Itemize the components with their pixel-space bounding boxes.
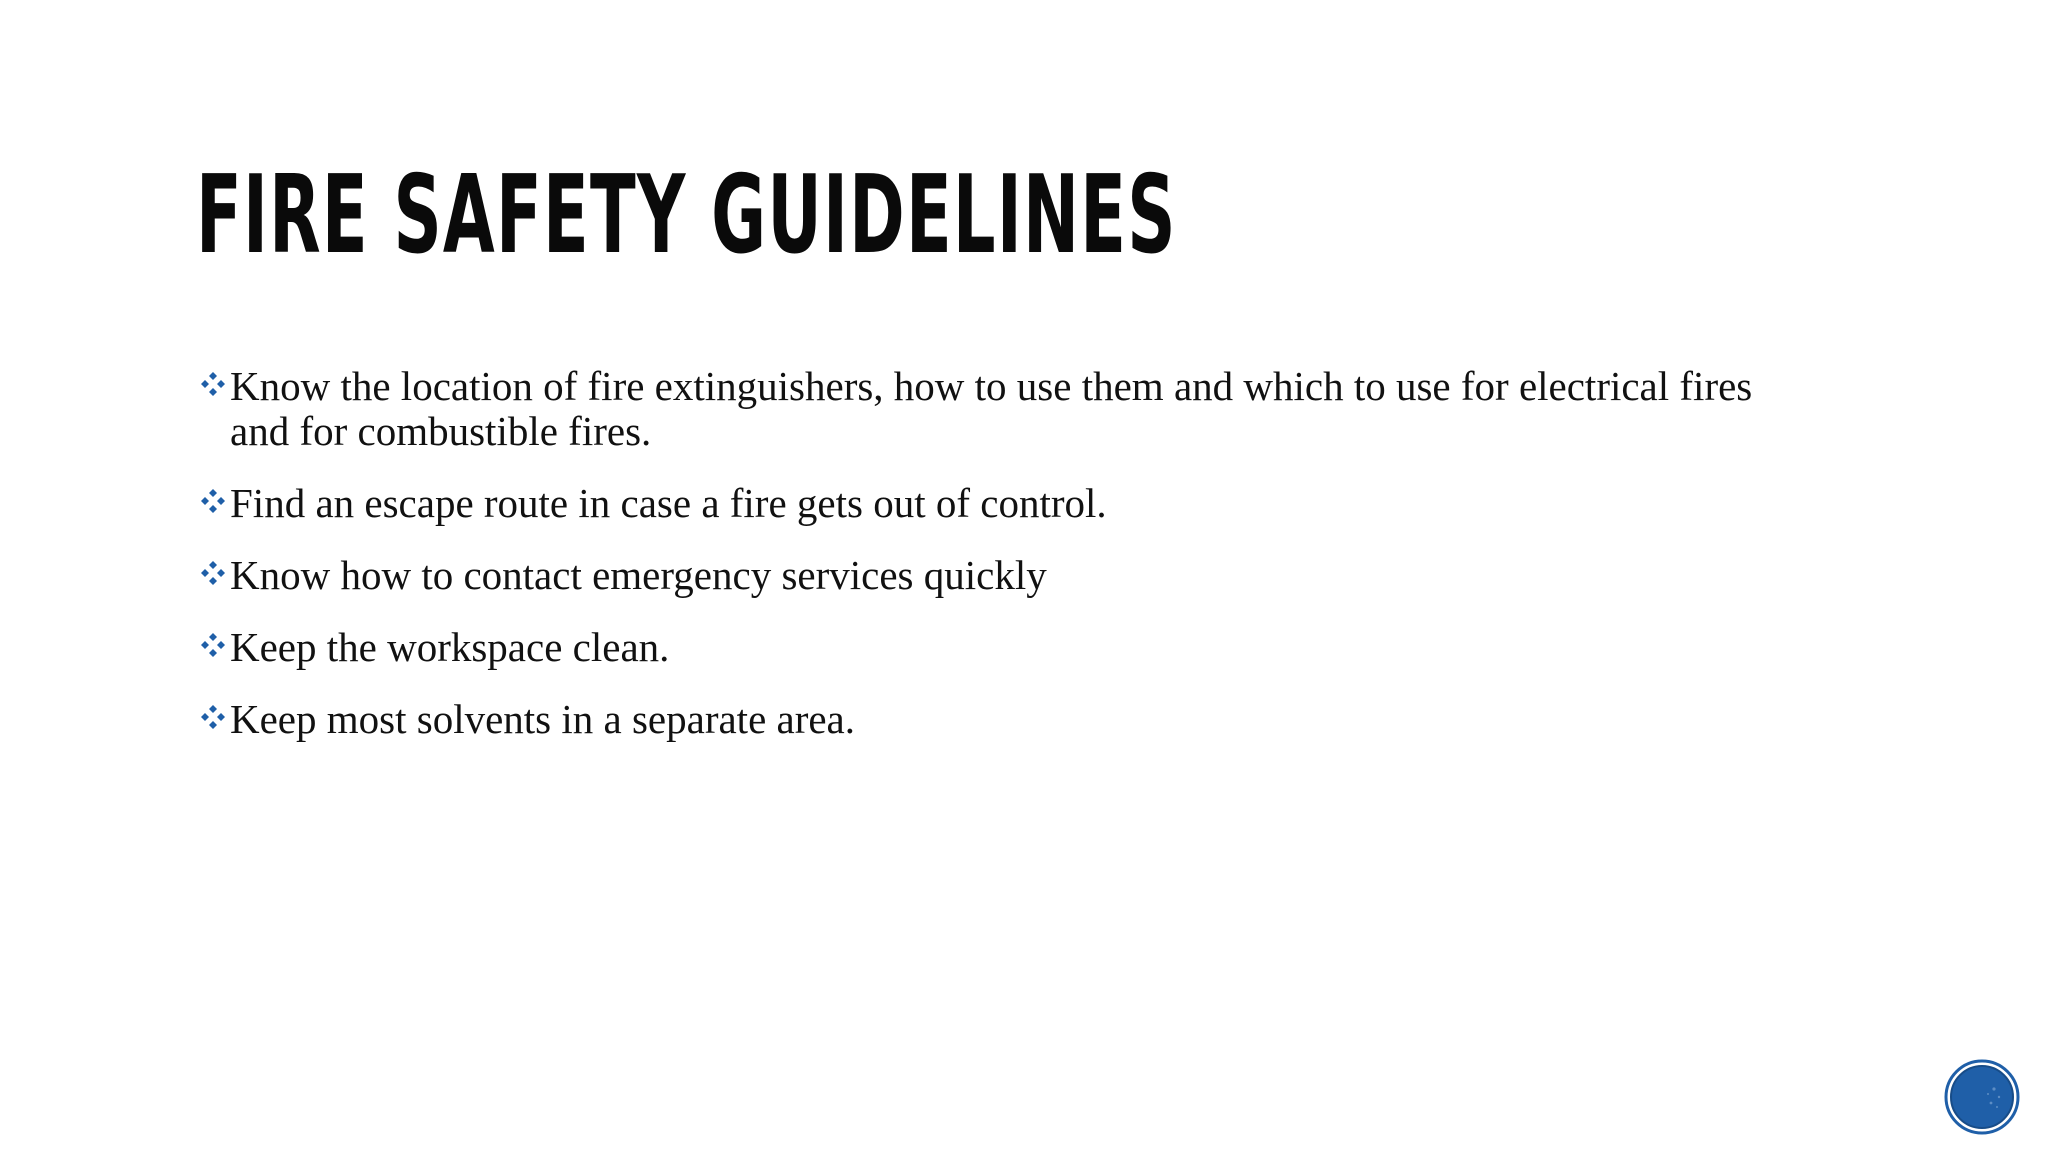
bullet-text: Know how to contact emergency services quickly [230,552,1047,598]
bullet-text: Know the location of fire extinguishers, how to use them and which to use for electrical fires and for combustible fires. [230,363,1753,454]
bullet-text: Keep most solvents in a separate area. [230,696,856,742]
diamond-bullet-icon [200,371,226,397]
diamond-bullet-icon [200,488,226,514]
bullet-text: Keep the workspace clean. [230,624,670,670]
slide-title: FIRE SAFETY GUIDELINES [196,153,1177,278]
bullet-item [200,481,1800,526]
bullet-list [200,364,1800,769]
diamond-bullet-icon [200,632,226,658]
bullet-text: Find an escape route in case a fire gets out of control. [230,480,1107,526]
bullet-item [200,625,1800,670]
blue-circle-badge-icon [1944,1059,2020,1135]
diamond-bullet-icon [200,560,226,586]
bullet-item [200,364,1800,454]
diamond-bullet-icon [200,704,226,730]
bullet-item [200,553,1800,598]
bullet-item [200,697,1800,742]
